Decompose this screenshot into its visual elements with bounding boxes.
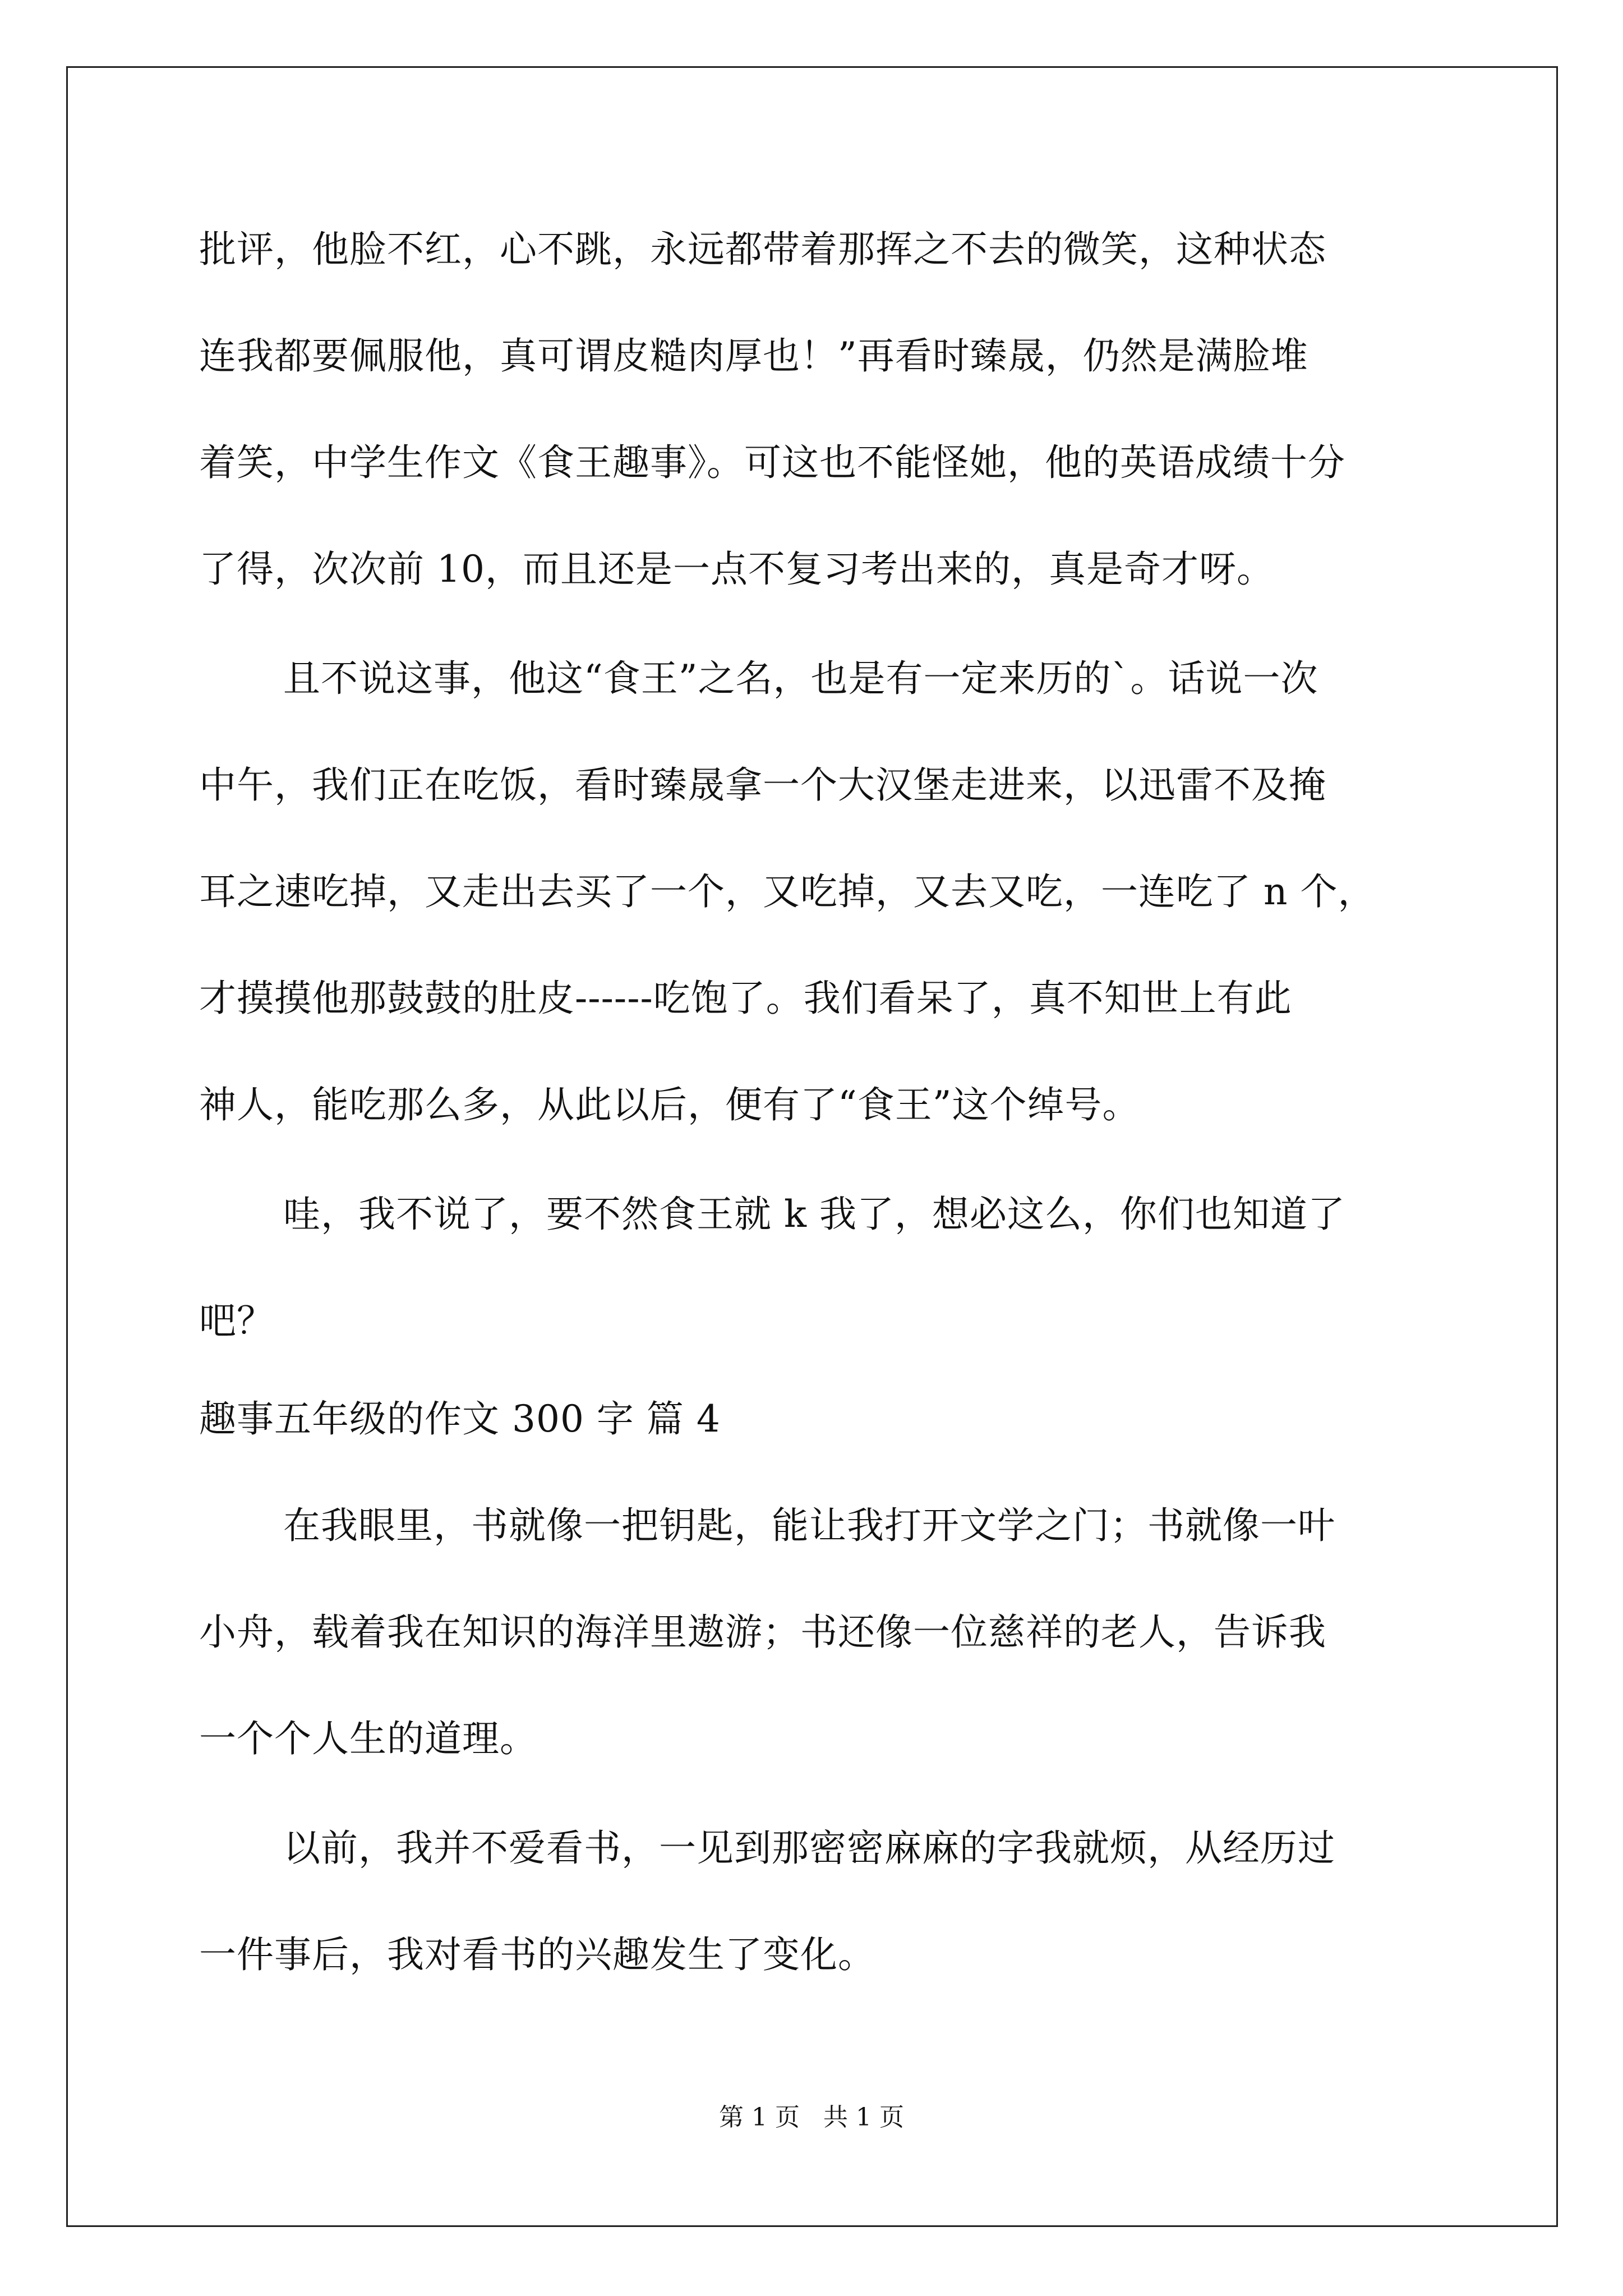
page-footer: 第 1 页 共 1 页 [719,2103,904,2132]
text-line: 了得，次次前 10，而且还是一点不复习考出来的，真是奇才呀。 [199,547,1274,591]
text-line: 连我都要佩服他，真可谓皮糙肉厚也！”再看时臻晟，仍然是满脸堆 [199,334,1308,378]
paragraph-start-line: 以前，我并不爱看书，一见到那密密麻麻的字我就烦，从经历过 [283,1826,1335,1870]
text-line: 着笑，中学生作文《食王趣事》。可这也不能怪她，他的英语成绩十分 [199,441,1345,484]
section-heading: 趣事五年级的作文 300 字 篇 4 [199,1397,721,1441]
text-line: 神人，能吃那么多，从此以后，便有了“食王”这个绰号。 [199,1083,1140,1126]
text-line: 吧？ [199,1299,274,1342]
paragraph-start-line: 在我眼里，书就像一把钥匙，能让我打开文学之门；书就像一叶 [283,1504,1335,1547]
text-line: 才摸摸他那鼓鼓的肚皮------吃饱了。我们看呆了，真不知世上有此 [199,977,1292,1020]
page-border [66,66,1558,2227]
text-line: 批评，他脸不红，心不跳，永远都带着那挥之不去的微笑，这种状态 [199,228,1326,271]
text-line: 小舟，载着我在知识的海洋里遨游；书还像一位慈祥的老人，告诉我 [199,1611,1326,1654]
paragraph-start-line: 哇，我不说了，要不然食王就 k 我了，想必这么，你们也知道了 [283,1193,1345,1236]
paragraph-start-line: 且不说这事，他这“食王”之名，也是有一定来历的`。话说一次 [283,657,1318,700]
text-line: 耳之速吃掉，又走出去买了一个，又吃掉，又去又吃，一连吃了 n 个， [199,870,1376,913]
text-line: 中午，我们正在吃饭，看时臻晟拿一个大汉堡走进来，以迅雷不及掩 [199,763,1326,807]
text-line: 一个个人生的道理。 [199,1717,537,1760]
text-line: 一件事后，我对看书的兴趣发生了变化。 [199,1933,875,1976]
